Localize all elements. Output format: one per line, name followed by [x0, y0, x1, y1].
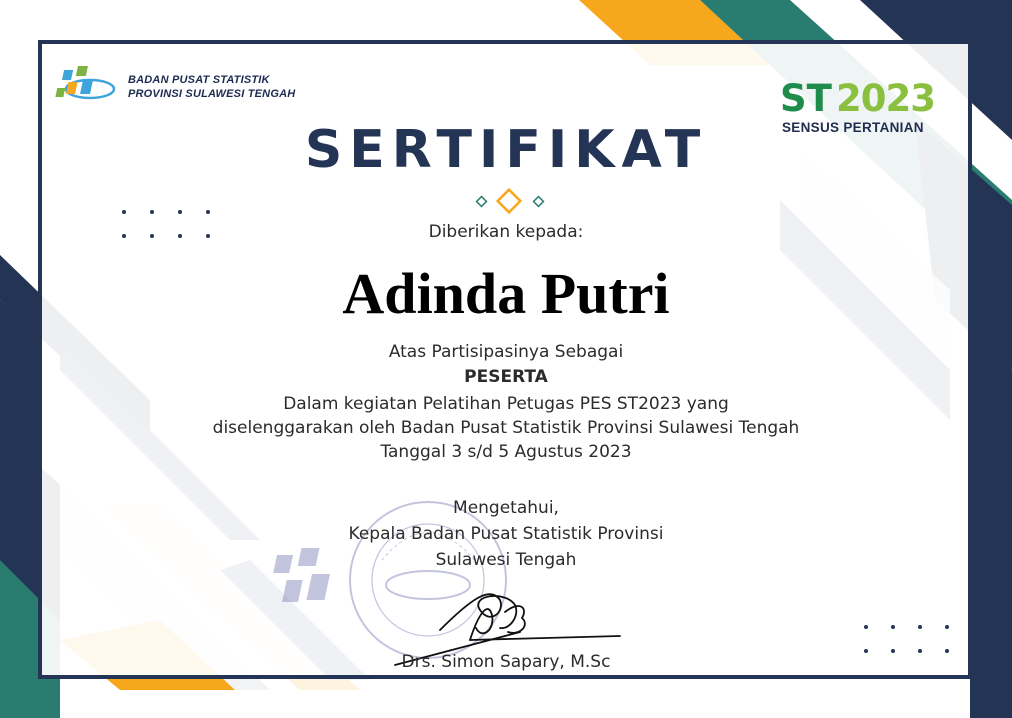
signer-position-line2: Sulawesi Tengah	[435, 550, 577, 570]
st2023-logo-icon	[780, 77, 935, 120]
signer-position-line1: Kepala Badan Pusat Statistik Provinsi	[348, 524, 664, 544]
st2023-year-text: 2023	[836, 77, 935, 120]
role-text: PESERTA	[464, 367, 548, 387]
signer-name: Drs. Simon Sapary, M.Sc	[401, 652, 611, 672]
recipient-name: Adinda Putri	[342, 261, 670, 326]
org-name-line1: BADAN PUSAT STATISTIK	[128, 74, 270, 86]
activity-line1: Dalam kegiatan Pelatihan Petugas PES ST2023 yang	[283, 394, 729, 414]
st2023-subtitle: SENSUS PERTANIAN	[782, 120, 924, 135]
date-text: Tanggal 3 s/d 5 Agustus 2023	[380, 442, 632, 462]
participation-text: Atas Partisipasinya Sebagai	[388, 342, 624, 362]
given-to-label: Diberikan kepada:	[428, 222, 584, 242]
st2023-st-text: ST	[780, 77, 832, 120]
org-name-line2: PROVINSI SULAWESI TENGAH	[128, 88, 296, 100]
activity-line2: diselenggarakan oleh Badan Pusat Statistik Provinsi Sulawesi Tengah	[212, 418, 800, 438]
certificate-title: SERTIFIKAT	[304, 120, 708, 180]
acknowledged-label: Mengetahui,	[453, 498, 559, 518]
